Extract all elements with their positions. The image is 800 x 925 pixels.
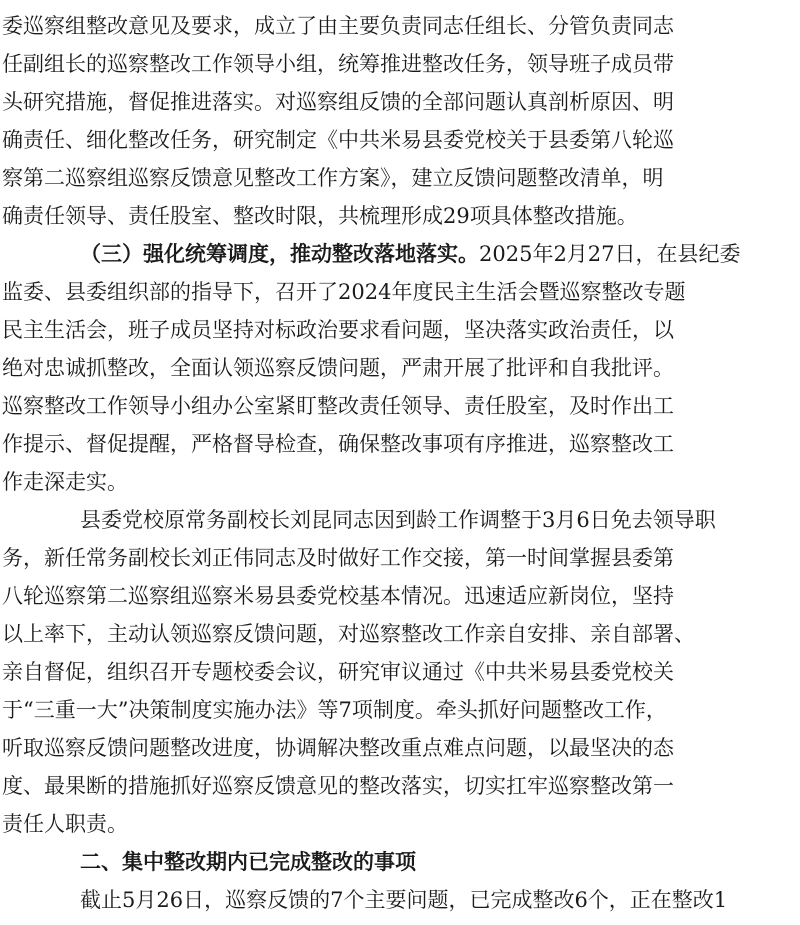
paragraph-1-line-3-text: 头研究措施，督促推进落实。对巡察组反馈的全部问题认真剖析原因、明 xyxy=(2,90,674,114)
paragraph-3-line-8-text: 度、最果断的措施抓好巡察反馈意见的整改落实，切实扛牢巡察整改第一 xyxy=(2,774,674,798)
paragraph-2-line-3-text: 民主生活会，班子成员坚持对标政治要求看问题，坚决落实政治责任，以 xyxy=(2,318,674,342)
paragraph-3-line-6-text: 于“三重一大”决策制度实施办法》等7项制度。牵头抓好问题整改工作， xyxy=(2,698,667,722)
section-heading-text: 二、集中整改期内已完成整改的事项 xyxy=(80,850,416,874)
paragraph-2-line-7-text: 作走深走实。 xyxy=(2,470,128,494)
paragraph-1-line-2 xyxy=(0,46,800,82)
paragraph-3-line-4-text: 以上率下，主动认领巡察反馈问题，对巡察整改工作亲自安排、亲自部署、 xyxy=(2,622,695,646)
paragraph-2-line-1-text: 2025年2月27日，在县纪委 xyxy=(479,242,741,266)
paragraph-4-line-1-text: 截止5月26日，巡察反馈的7个主要问题，已完成整改6个，正在整改1 xyxy=(80,888,728,912)
paragraph-2-line-4-text: 绝对忠诚抓整改，全面认领巡察反馈问题，严肃开展了批评和自我批评。 xyxy=(2,356,674,380)
paragraph-2-line-5 xyxy=(0,388,800,424)
paragraph-1-line-5 xyxy=(0,160,800,196)
paragraph-3-line-1-text: 县委党校原常务副校长刘昆同志因到龄工作调整于3月6日免去领导职 xyxy=(80,508,716,532)
paragraph-2-line-6 xyxy=(0,426,800,462)
paragraph-3-line-6 xyxy=(0,692,800,728)
paragraph-1-line-4-text: 确责任、细化整改任务，研究制定《中共米易县委党校关于县委第八轮巡 xyxy=(2,128,674,152)
paragraph-3-line-3-text: 八轮巡察第二巡察组巡察米易县委党校基本情况。迅速适应新岗位，坚持 xyxy=(2,584,674,608)
paragraph-1-line-6-text: 确责任领导、责任股室、整改时限，共梳理形成29项具体整改措施。 xyxy=(2,204,638,228)
paragraph-2-line-2 xyxy=(0,274,800,310)
paragraph-3-line-7 xyxy=(0,730,800,766)
paragraph-2-line-1 xyxy=(0,236,800,272)
paragraph-3-line-3 xyxy=(0,578,800,614)
paragraph-2-line-4 xyxy=(0,350,800,386)
paragraph-1-line-2-text: 任副组长的巡察整改工作领导小组，统筹推进整改任务，领导班子成员带 xyxy=(2,52,674,76)
paragraph-4-line-1 xyxy=(0,882,800,918)
paragraph-1-line-4 xyxy=(0,122,800,158)
paragraph-3-line-9-text: 责任人职责。 xyxy=(2,812,128,836)
paragraph-2-line-2-text: 监委、县委组织部的指导下，召开了2024年度民主生活会暨巡察整改专题 xyxy=(2,280,686,304)
paragraph-3-line-1 xyxy=(0,502,800,538)
paragraph-2-line-6-text: 作提示、督促提醒，严格督导检查，确保整改事项有序推进，巡察整改工 xyxy=(2,432,674,456)
paragraph-1-line-3 xyxy=(0,84,800,120)
paragraph-3-line-5 xyxy=(0,654,800,690)
paragraph-2-heading: （三）强化统筹调度，推动整改落地落实。 xyxy=(80,241,479,266)
paragraph-1-line-6 xyxy=(0,198,800,234)
paragraph-2-line-7 xyxy=(0,464,800,500)
paragraph-2-line-5-text: 巡察整改工作领导小组办公室紧盯整改责任领导、责任股室，及时作出工 xyxy=(2,394,674,418)
paragraph-3-line-7-text: 听取巡察反馈问题整改进度，协调解决整改重点难点问题，以最坚决的态 xyxy=(2,736,674,760)
paragraph-1-line-1-text: 委巡察组整改意见及要求，成立了由主要负责同志任组长、分管负责同志 xyxy=(2,14,674,38)
paragraph-3-line-5-text: 亲自督促，组织召开专题校委会议，研究审议通过《中共米易县委党校关 xyxy=(2,660,674,684)
paragraph-3-line-9 xyxy=(0,806,800,842)
paragraph-1-line-1 xyxy=(0,8,800,44)
paragraph-2-line-3 xyxy=(0,312,800,348)
section-heading xyxy=(0,844,800,880)
paragraph-1-line-5-text: 察第二巡察组巡察反馈意见整改工作方案》，建立反馈问题整改清单，明 xyxy=(2,166,664,190)
paragraph-3-line-4 xyxy=(0,616,800,652)
paragraph-3-line-2-text: 务，新任常务副校长刘正伟同志及时做好工作交接，第一时间掌握县委第 xyxy=(2,546,674,570)
paragraph-3-line-2 xyxy=(0,540,800,576)
paragraph-3-line-8 xyxy=(0,768,800,804)
